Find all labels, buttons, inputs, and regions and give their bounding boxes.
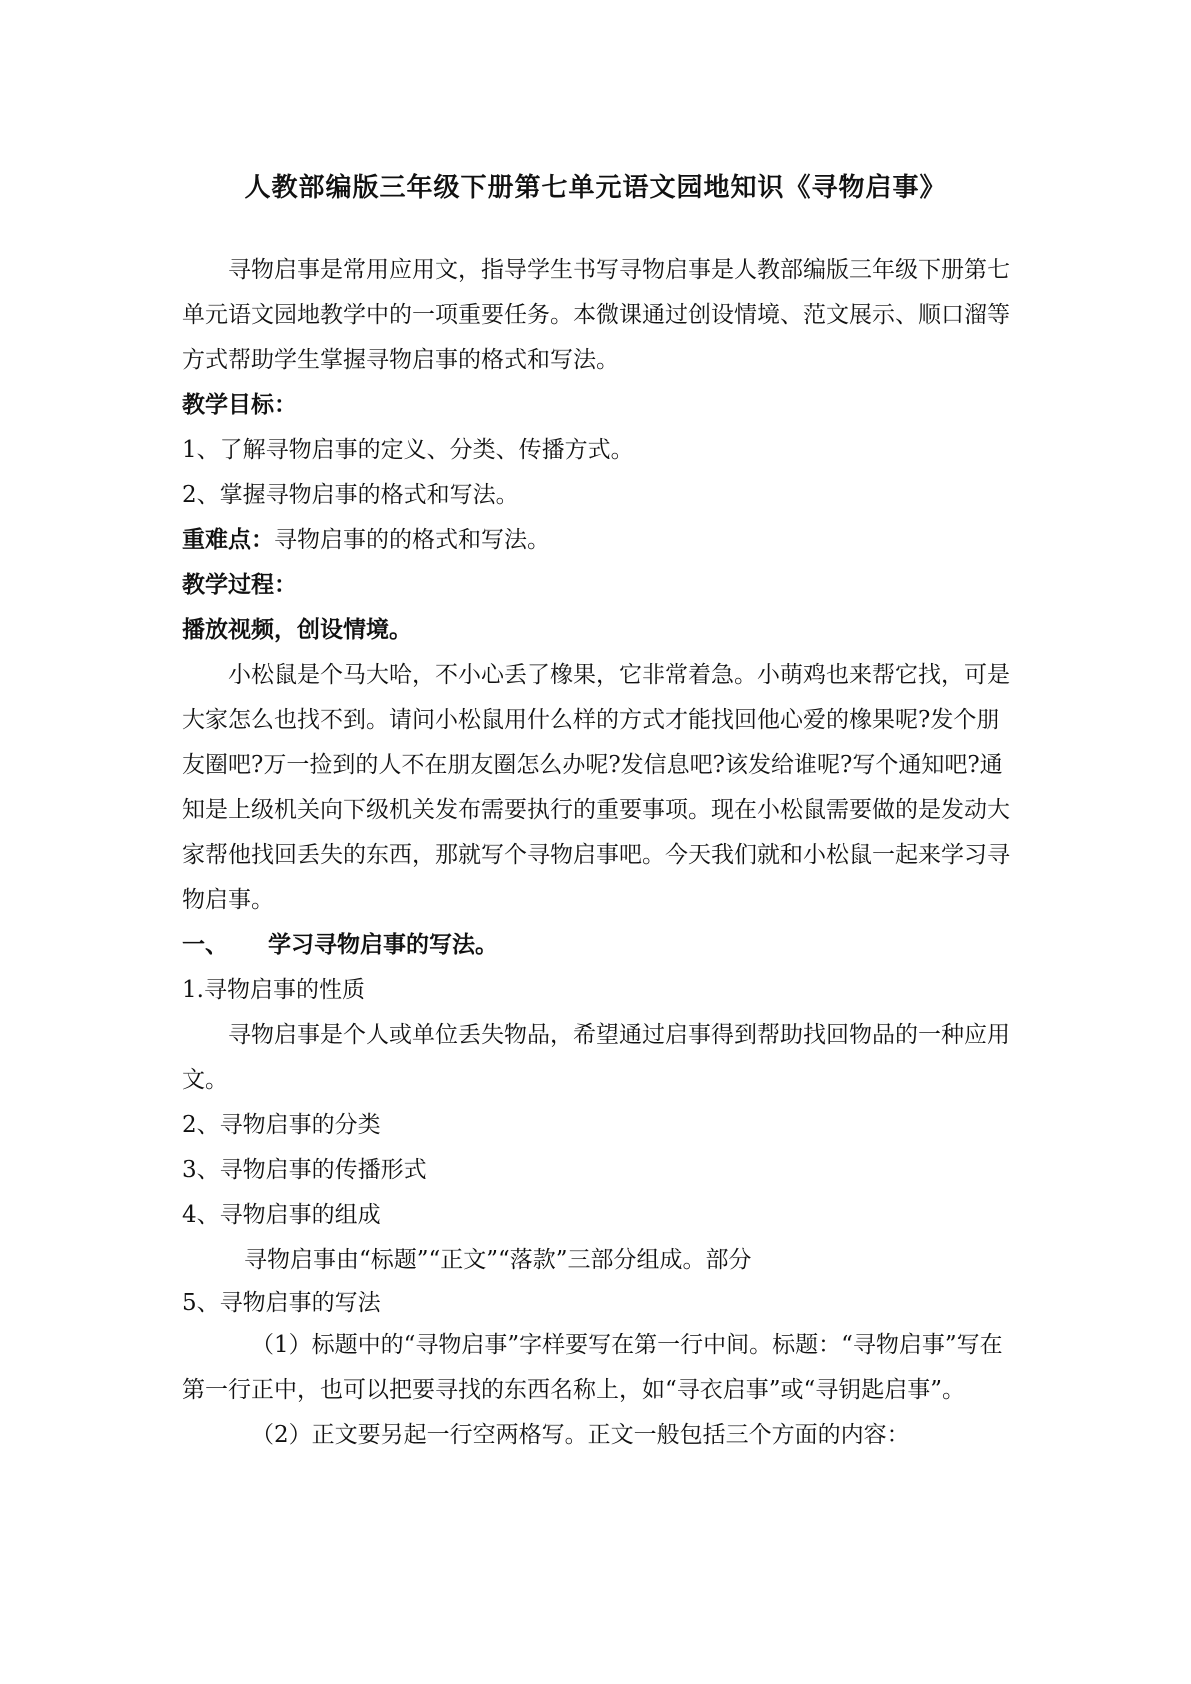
difficulty-label: 重难点： — [182, 527, 274, 553]
section-title: 学习寻物启事的写法。 — [268, 932, 498, 958]
section-heading-1 — [182, 923, 1017, 968]
item-1-title: 1.寻物启事的性质 — [182, 977, 365, 1003]
goals-heading: 教学目标： — [182, 392, 297, 418]
intro-paragraph: 寻物启事是常用应用文，指导学生书写寻物启事是人教部编版三年级下册第七单元语文园地教学中的一项重要任务。本微课通过创设情境、范文展示、顺口溜等方式帮助学生掌握寻物启事的格式和写法。 — [182, 257, 1010, 373]
item-2-title: 2、寻物启事的分类 — [182, 1112, 381, 1138]
section-number: 一、 — [182, 932, 228, 958]
difficulty-text: 寻物启事的的格式和写法。 — [274, 527, 550, 553]
goal-item-1: 1、了解寻物启事的定义、分类、传播方式。 — [182, 437, 634, 463]
item-1-text: 寻物启事是个人或单位丢失物品，希望通过启事得到帮助找回物品的一种应用文。 — [182, 1022, 1010, 1093]
difficulty-line — [182, 518, 1017, 563]
document-body — [182, 248, 1017, 1458]
story-paragraph: 小松鼠是个马大哈，不小心丢了橡果，它非常着急。小萌鸡也来帮它找，可是大家怎么也找不到。请问小松鼠用什么样的方式才能找回他心爱的橡果呢?发个朋友圈吧?万一捡到的人不在朋友圈怎么办呢?发信息吧?该发给谁呢?写个通知吧?通知是上级机关向下级机关发布需要执行的重要事项。现在小松鼠需要做的是发动大家帮他找回丢失的东西，那就写个寻物启事吧。今天我们就和小松鼠一起来学习寻物启事。 — [182, 662, 1010, 913]
process-heading: 教学过程： — [182, 572, 297, 598]
item-5-paragraph-2: （2）正文要另起一行空两格写。正文一般包括三个方面的内容： — [251, 1422, 910, 1448]
item-3-title: 3、寻物启事的传播形式 — [182, 1157, 427, 1183]
item-4-title: 4、寻物启事的组成 — [182, 1202, 381, 1228]
item-5-paragraph-1: （1）标题中的“寻物启事”字样要写在第一行中间。标题：“寻物启事”写在第一行正中，也可以把要寻找的东西名称上，如“寻衣启事”或“寻钥匙启事”。 — [182, 1332, 1003, 1403]
item-5-title: 5、寻物启事的写法 — [182, 1290, 381, 1316]
item-4-text: 寻物启事由“标题”“正文”“落款”三部分组成。部分 — [244, 1247, 752, 1273]
document-title: 人教部编版三年级下册第七单元语文园地知识《寻物启事》 — [244, 173, 947, 203]
goal-item-2: 2、掌握寻物启事的格式和写法。 — [182, 482, 519, 508]
video-heading: 播放视频，创设情境。 — [182, 617, 412, 643]
